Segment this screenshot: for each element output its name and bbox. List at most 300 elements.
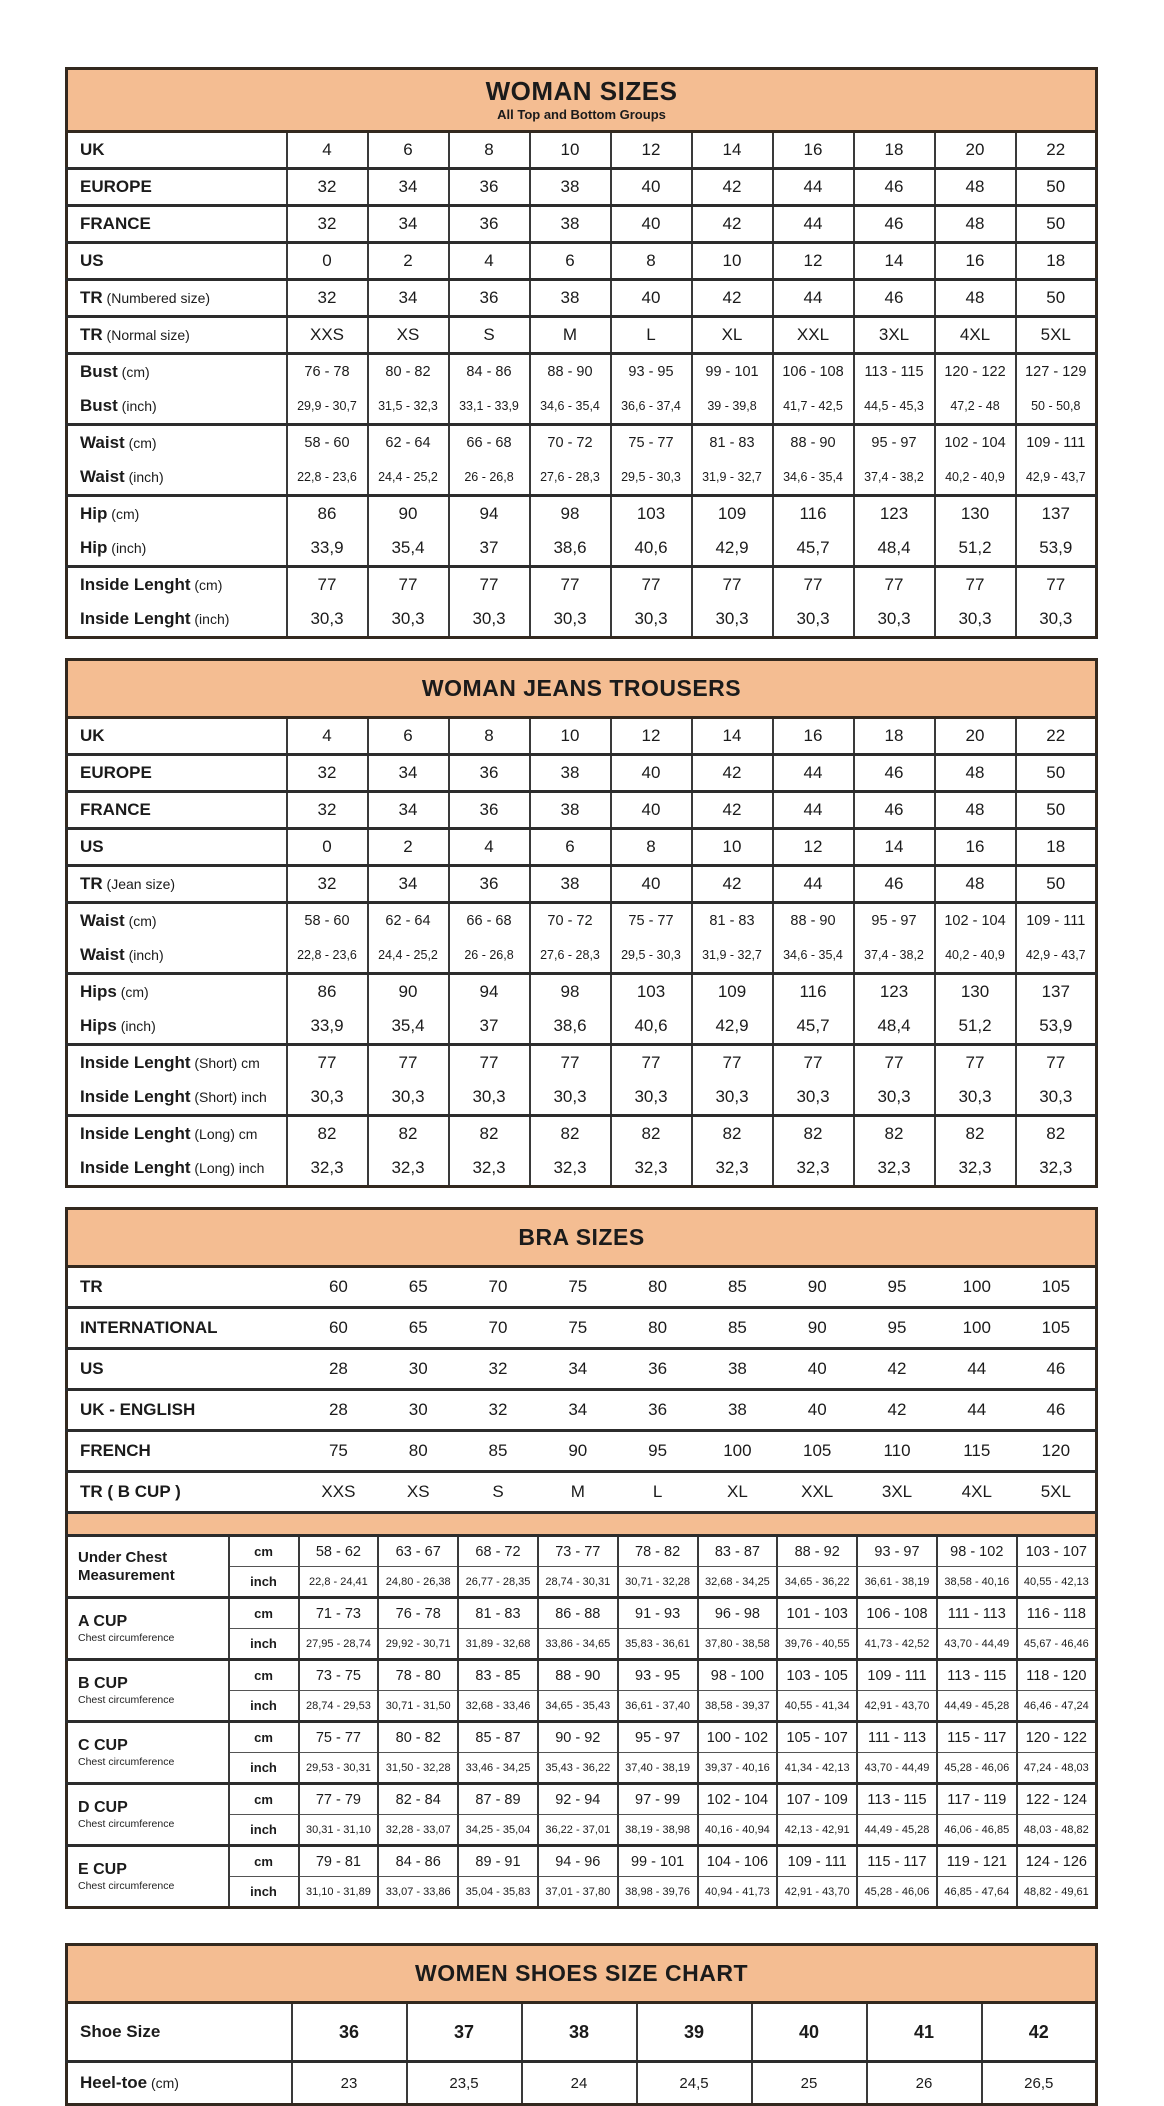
jeans-table xyxy=(65,716,1098,1188)
size-cell: 40 xyxy=(611,755,692,792)
size-cell: 44 xyxy=(773,755,854,792)
size-cell: 109 - 111 xyxy=(1016,903,1097,939)
size-cell: 35,04 - 35,83 xyxy=(458,1877,538,1908)
size-cell: 25 xyxy=(752,2062,867,2105)
size-cell: 33,9 xyxy=(287,1009,368,1045)
row-label xyxy=(67,567,287,603)
table-row xyxy=(67,866,1097,903)
row-label xyxy=(67,1151,287,1187)
size-cell: 42 xyxy=(692,206,773,243)
size-cell: 45,28 - 46,06 xyxy=(937,1753,1017,1784)
size-cell: 105 xyxy=(1041,1277,1071,1296)
row-label xyxy=(67,2062,292,2105)
size-cell: 37,4 - 38,2 xyxy=(854,460,935,496)
size-cell: 127 - 129 xyxy=(1016,354,1097,390)
size-cell: 77 xyxy=(1016,1045,1097,1081)
row-label-text: Bust xyxy=(80,396,118,415)
size-cell: 0 xyxy=(287,243,368,280)
size-cell: 137 xyxy=(1016,974,1097,1010)
size-cell: 34,6 - 35,4 xyxy=(773,938,854,974)
size-cell: 32,68 - 33,46 xyxy=(458,1691,538,1722)
size-cell: 46 xyxy=(854,792,935,829)
row-label-text: FRENCH xyxy=(80,1441,151,1460)
size-cell: 44 xyxy=(773,206,854,243)
size-cell: 62 - 64 xyxy=(368,425,449,461)
size-cell: 32,3 xyxy=(611,1151,692,1187)
size-cell: 23 xyxy=(292,2062,407,2105)
table-row xyxy=(67,2062,1097,2105)
size-cell: 46 xyxy=(854,169,935,206)
row-label xyxy=(67,1080,287,1116)
size-cell: 34 xyxy=(538,1349,618,1390)
row-label-text: Heel-toe xyxy=(80,2073,148,2092)
table-row xyxy=(67,1598,1097,1629)
table-row xyxy=(67,317,1097,354)
table-row xyxy=(67,903,1097,939)
size-cell: 27,6 - 28,3 xyxy=(530,938,611,974)
woman-sizes-title: WOMAN SIZES xyxy=(485,75,678,106)
size-cell: 30,3 xyxy=(1016,602,1097,638)
size-cell: XXL xyxy=(773,317,854,354)
size-cell: 100 xyxy=(698,1431,778,1472)
size-cell: 40,55 - 42,13 xyxy=(1017,1567,1097,1598)
size-cell: 31,89 - 32,68 xyxy=(458,1629,538,1660)
size-cell: 40,2 - 40,9 xyxy=(935,938,1016,974)
size-cell: 73 - 75 xyxy=(299,1660,379,1691)
size-cell: 36,61 - 38,19 xyxy=(857,1567,937,1598)
row-label-unit: (inch) xyxy=(116,1018,156,1034)
size-cell: 31,5 - 32,3 xyxy=(368,389,449,425)
size-cell: 29,5 - 30,3 xyxy=(611,938,692,974)
size-cell: 50 xyxy=(1016,792,1097,829)
size-cell: 42,91 - 43,70 xyxy=(777,1877,857,1908)
size-cell: 38 xyxy=(530,280,611,317)
size-cell: 87 - 89 xyxy=(458,1784,538,1815)
size-cell: 82 xyxy=(287,1116,368,1152)
size-cell: 77 xyxy=(368,567,449,603)
size-cell: 77 xyxy=(287,1045,368,1081)
size-cell: 38 xyxy=(698,1349,778,1390)
size-cell: 34 xyxy=(368,755,449,792)
size-cell: 86 xyxy=(287,496,368,532)
size-cell: 31,9 - 32,7 xyxy=(692,460,773,496)
size-cell: 113 - 115 xyxy=(857,1784,937,1815)
size-cell: 26 - 26,8 xyxy=(449,460,530,496)
size-cell: 42 xyxy=(692,866,773,903)
size-cell: 38 xyxy=(530,792,611,829)
size-cell: 48 xyxy=(935,206,1016,243)
size-cell: 39,37 - 40,16 xyxy=(698,1753,778,1784)
size-cell: 86 - 88 xyxy=(538,1598,618,1629)
size-cell: 115 - 117 xyxy=(857,1846,937,1877)
row-label-unit: (cm) xyxy=(147,2075,179,2091)
size-cell: 98 xyxy=(530,974,611,1010)
size-cell: 38,58 - 39,37 xyxy=(698,1691,778,1722)
size-cell: 111 - 113 xyxy=(857,1722,937,1753)
cup-label xyxy=(67,1660,229,1722)
size-cell: 24,5 xyxy=(637,2062,752,2105)
size-cell: 34,65 - 35,43 xyxy=(538,1691,618,1722)
row-label-text: Inside Lenght xyxy=(80,1158,191,1177)
size-cell: 32,68 - 34,25 xyxy=(698,1567,778,1598)
size-cell: 32,3 xyxy=(530,1151,611,1187)
size-cell: XXS xyxy=(299,1472,379,1513)
row-label-unit: (cm) xyxy=(124,435,157,451)
size-cell: 30,3 xyxy=(368,602,449,638)
cup-label-sub: Chest circumference xyxy=(78,1694,175,1707)
size-cell: 70 - 72 xyxy=(530,425,611,461)
unit-cell-inch: inch xyxy=(229,1567,299,1598)
size-cell: 42,13 - 42,91 xyxy=(777,1815,857,1846)
row-label-text: EUROPE xyxy=(80,177,152,196)
size-cell: 100 xyxy=(962,1277,991,1296)
size-cell: 93 - 95 xyxy=(618,1660,698,1691)
size-cell: 39 - 39,8 xyxy=(692,389,773,425)
unit-cell-cm: cm xyxy=(229,1598,299,1629)
row-label xyxy=(67,1308,299,1349)
size-cell: 27,6 - 28,3 xyxy=(530,460,611,496)
size-cell: 122 - 124 xyxy=(1017,1784,1097,1815)
size-cell: L xyxy=(618,1472,698,1513)
size-cell: 44 xyxy=(773,792,854,829)
size-cell: 30,3 xyxy=(368,1080,449,1116)
size-cell: 109 xyxy=(692,974,773,1010)
shoes-table xyxy=(65,2001,1098,2106)
size-cell: 35,4 xyxy=(368,531,449,567)
size-cell: 51,2 xyxy=(935,1009,1016,1045)
size-cell: 10 xyxy=(530,132,611,169)
cup-label-text: B CUP xyxy=(78,1674,128,1692)
row-label-text: TR ( B CUP ) xyxy=(80,1482,181,1501)
size-cell: 50 - 50,8 xyxy=(1016,389,1097,425)
size-cell: 44,5 - 45,3 xyxy=(854,389,935,425)
size-cell: 80 xyxy=(648,1277,668,1296)
size-cell: XL xyxy=(692,317,773,354)
row-label xyxy=(67,531,287,567)
size-cell: 36 xyxy=(449,280,530,317)
size-cell: L xyxy=(611,317,692,354)
size-cell: 36,6 - 37,4 xyxy=(611,389,692,425)
size-cell: 24,4 - 25,2 xyxy=(368,460,449,496)
size-cell: 109 - 111 xyxy=(857,1660,937,1691)
size-cell: 32,3 xyxy=(773,1151,854,1187)
size-cell: 77 xyxy=(368,1045,449,1081)
size-cell: 77 xyxy=(611,1045,692,1081)
size-cell: 20 xyxy=(935,718,1016,755)
unit-cell-inch: inch xyxy=(229,1877,299,1908)
size-cell: 34 xyxy=(368,206,449,243)
size-cell: 60 xyxy=(299,1308,379,1349)
size-cell: 36 xyxy=(449,792,530,829)
row-label xyxy=(67,829,287,866)
row-label-text: US xyxy=(80,251,104,270)
size-cell: 80 - 82 xyxy=(378,1722,458,1753)
size-cell: 23,5 xyxy=(407,2062,522,2105)
table-row xyxy=(67,938,1097,974)
shoes-section xyxy=(65,1943,1098,2106)
size-cell: 99 - 101 xyxy=(618,1846,698,1877)
size-cell: 120 xyxy=(1017,1431,1097,1472)
row-label-text: FRANCE xyxy=(80,214,151,233)
size-cell: 28,74 - 29,53 xyxy=(299,1691,379,1722)
row-label xyxy=(67,938,287,974)
bra-header-band xyxy=(65,1207,1098,1265)
size-cell: 79 - 81 xyxy=(299,1846,379,1877)
size-cell: 33,1 - 33,9 xyxy=(449,389,530,425)
size-cell: 40,6 xyxy=(611,531,692,567)
size-cell: 33,9 xyxy=(287,531,368,567)
size-cell: 40,55 - 41,34 xyxy=(777,1691,857,1722)
size-cell: 98 xyxy=(530,496,611,532)
size-cell: 94 xyxy=(449,974,530,1010)
table-row xyxy=(67,1151,1097,1187)
size-cell: 35,4 xyxy=(368,1009,449,1045)
row-label xyxy=(67,1045,287,1081)
size-cell: 26 - 26,8 xyxy=(449,938,530,974)
size-cell: 70 - 72 xyxy=(530,903,611,939)
size-cell: 96 - 98 xyxy=(698,1598,778,1629)
size-cell: 10 xyxy=(692,829,773,866)
size-cell: 48,4 xyxy=(854,1009,935,1045)
cup-label-sub: Chest circumference xyxy=(78,1818,175,1831)
size-cell: 84 - 86 xyxy=(449,354,530,390)
size-cell: 82 xyxy=(692,1116,773,1152)
size-cell: 81 - 83 xyxy=(458,1598,538,1629)
size-cell: 4 xyxy=(449,829,530,866)
size-cell: 18 xyxy=(854,132,935,169)
size-cell: 46 xyxy=(854,280,935,317)
size-cell: 34 xyxy=(368,280,449,317)
size-cell: 40,2 - 40,9 xyxy=(935,460,1016,496)
size-cell: 101 - 103 xyxy=(777,1598,857,1629)
size-cell: 30,3 xyxy=(530,1080,611,1116)
size-cell: 77 xyxy=(854,567,935,603)
size-cell: 33,46 - 34,25 xyxy=(458,1753,538,1784)
cup-label xyxy=(67,1846,229,1908)
size-cell: 82 xyxy=(530,1116,611,1152)
size-cell: 93 - 97 xyxy=(857,1536,937,1567)
row-label xyxy=(67,1390,299,1431)
row-label xyxy=(67,903,287,939)
row-label-unit: (cm) xyxy=(107,506,140,522)
size-cell: 4 xyxy=(449,243,530,280)
size-cell: 6 xyxy=(530,829,611,866)
cup-label xyxy=(67,1598,229,1660)
size-cell: 53,9 xyxy=(1016,1009,1097,1045)
size-cell: 88 - 90 xyxy=(773,425,854,461)
size-cell: 35,83 - 36,61 xyxy=(618,1629,698,1660)
size-cell: 48 xyxy=(935,169,1016,206)
table-row xyxy=(67,1536,1097,1567)
size-cell: 30,3 xyxy=(530,602,611,638)
size-cell: 42 xyxy=(692,169,773,206)
size-cell: XS xyxy=(368,317,449,354)
size-cell: 26 xyxy=(867,2062,982,2105)
size-cell: 53,9 xyxy=(1016,531,1097,567)
size-cell: 115 - 117 xyxy=(937,1722,1017,1753)
size-cell: 18 xyxy=(1016,829,1097,866)
cup-label xyxy=(67,1722,229,1784)
size-cell: 130 xyxy=(935,496,1016,532)
size-cell: 82 xyxy=(1016,1116,1097,1152)
size-cell: 36 xyxy=(449,206,530,243)
size-cell: 30,3 xyxy=(611,1080,692,1116)
size-cell: 40,16 - 40,94 xyxy=(698,1815,778,1846)
size-cell: 32 xyxy=(287,169,368,206)
size-cell: 88 - 92 xyxy=(777,1536,857,1567)
unit-cell-inch: inch xyxy=(229,1629,299,1660)
size-cell: 41,7 - 42,5 xyxy=(773,389,854,425)
table-row xyxy=(67,496,1097,532)
bra-table xyxy=(65,1265,1098,1909)
size-cell: XXL xyxy=(777,1472,857,1513)
size-cell: 65 xyxy=(378,1308,458,1349)
size-cell: 8 xyxy=(449,718,530,755)
size-cell: 103 xyxy=(611,496,692,532)
size-cell: 22 xyxy=(1016,718,1097,755)
row-label-unit: (Short) inch xyxy=(190,1089,267,1105)
size-cell: 118 - 120 xyxy=(1017,1660,1097,1691)
woman-sizes-subtitle: All Top and Bottom Groups xyxy=(497,107,666,123)
size-cell: 30,3 xyxy=(692,602,773,638)
size-cell: 113 - 115 xyxy=(854,354,935,390)
size-cell: 30,3 xyxy=(449,602,530,638)
row-label-unit: (inch) xyxy=(124,947,164,963)
size-cell: 37,01 - 37,80 xyxy=(538,1877,618,1908)
size-cell: 107 - 109 xyxy=(777,1784,857,1815)
size-cell: 42,9 - 43,7 xyxy=(1016,938,1097,974)
size-cell: 26,77 - 28,35 xyxy=(458,1567,538,1598)
size-cell: 106 - 108 xyxy=(773,354,854,390)
size-cell: 4 xyxy=(287,132,368,169)
size-cell: 95 - 97 xyxy=(618,1722,698,1753)
size-cell: 45,28 - 46,06 xyxy=(857,1877,937,1908)
size-cell: 6 xyxy=(368,718,449,755)
size-cell: 5XL xyxy=(1016,317,1097,354)
size-cell: 123 xyxy=(854,974,935,1010)
size-cell: 77 xyxy=(287,567,368,603)
cup-label-sub: Chest circumference xyxy=(78,1756,175,1769)
size-cell: 99 - 101 xyxy=(692,354,773,390)
size-cell: 4 xyxy=(287,718,368,755)
size-cell: 45,67 - 46,46 xyxy=(1017,1629,1097,1660)
size-cell: 28 xyxy=(299,1349,379,1390)
table-row xyxy=(67,460,1097,496)
size-cell: 48,03 - 48,82 xyxy=(1017,1815,1097,1846)
size-cell: 32 xyxy=(287,755,368,792)
size-cell: 85 - 87 xyxy=(458,1722,538,1753)
unit-cell-cm: cm xyxy=(229,1660,299,1691)
row-label-text: Waist xyxy=(80,467,125,486)
size-cell: 18 xyxy=(1016,243,1097,280)
row-label-unit: (inch) xyxy=(117,398,157,414)
size-cell: 37 xyxy=(449,531,530,567)
size-cell: 60 xyxy=(328,1277,348,1296)
size-cell: 32 xyxy=(287,866,368,903)
unit-cell-inch: inch xyxy=(229,1691,299,1722)
size-cell: 95 xyxy=(618,1431,698,1472)
size-cell: 30,3 xyxy=(773,1080,854,1116)
size-cell: 4XL xyxy=(937,1472,1017,1513)
size-cell: 82 xyxy=(854,1116,935,1152)
size-cell: 36 xyxy=(292,2003,407,2062)
size-cell: 78 - 80 xyxy=(378,1660,458,1691)
size-cell: 90 xyxy=(777,1308,857,1349)
size-cell: 30,3 xyxy=(854,602,935,638)
size-cell: 44,49 - 45,28 xyxy=(857,1815,937,1846)
size-cell: S xyxy=(449,317,530,354)
size-cell: 20 xyxy=(935,132,1016,169)
size-cell: 42 xyxy=(692,280,773,317)
size-cell: 116 xyxy=(773,496,854,532)
size-cell: 16 xyxy=(935,243,1016,280)
table-row xyxy=(67,2003,1097,2062)
size-cell: 44,49 - 45,28 xyxy=(937,1691,1017,1722)
size-cell: 82 xyxy=(611,1116,692,1152)
size-cell: 80 xyxy=(378,1431,458,1472)
size-cell: 70 xyxy=(488,1277,508,1296)
size-cell: 30,3 xyxy=(773,602,854,638)
size-cell: 48 xyxy=(935,792,1016,829)
row-label xyxy=(67,755,287,792)
cup-label-text: D CUP xyxy=(78,1798,128,1816)
size-cell: 27,95 - 28,74 xyxy=(299,1629,379,1660)
table-row xyxy=(67,206,1097,243)
size-cell: 32,3 xyxy=(1016,1151,1097,1187)
row-label xyxy=(67,1116,287,1152)
size-cell: 71 - 73 xyxy=(299,1598,379,1629)
size-cell: 12 xyxy=(773,829,854,866)
table-row xyxy=(67,1722,1097,1753)
size-cell: 42 xyxy=(857,1390,937,1431)
row-label-text: Waist xyxy=(80,945,125,964)
table-row xyxy=(67,243,1097,280)
size-cell: 32 xyxy=(458,1349,538,1390)
size-cell: 77 xyxy=(611,567,692,603)
table-row xyxy=(67,567,1097,603)
size-cell: 46 xyxy=(854,755,935,792)
size-cell: 34 xyxy=(368,169,449,206)
size-cell: 43,70 - 44,49 xyxy=(937,1629,1017,1660)
size-cell: 102 - 104 xyxy=(698,1784,778,1815)
size-cell: 12 xyxy=(611,132,692,169)
cup-label-text: C CUP xyxy=(78,1736,128,1754)
row-label-text: UK xyxy=(80,726,105,745)
size-cell: 77 xyxy=(449,567,530,603)
size-cell: 37,80 - 38,58 xyxy=(698,1629,778,1660)
row-label xyxy=(67,602,287,638)
size-cell: 103 - 105 xyxy=(777,1660,857,1691)
size-cell: 36,61 - 37,40 xyxy=(618,1691,698,1722)
row-label-text: Inside Lenght xyxy=(80,1053,191,1072)
row-label-text: US xyxy=(80,1359,104,1378)
size-cell: 31,10 - 31,89 xyxy=(299,1877,379,1908)
size-cell: 35,43 - 36,22 xyxy=(538,1753,618,1784)
size-cell: 50 xyxy=(1016,206,1097,243)
row-label xyxy=(67,425,287,461)
size-cell: 41,73 - 42,52 xyxy=(857,1629,937,1660)
size-cell: 14 xyxy=(854,829,935,866)
size-cell: 22,8 - 24,41 xyxy=(299,1567,379,1598)
size-cell: 100 xyxy=(937,1308,1017,1349)
row-label-text: UK xyxy=(80,140,105,159)
size-cell: 40,94 - 41,73 xyxy=(698,1877,778,1908)
unit-cell-inch: inch xyxy=(229,1753,299,1784)
row-label-text: UK - ENGLISH xyxy=(80,1400,196,1419)
size-cell: 28 xyxy=(299,1390,379,1431)
size-cell: 77 xyxy=(530,1045,611,1081)
row-label xyxy=(67,866,287,903)
